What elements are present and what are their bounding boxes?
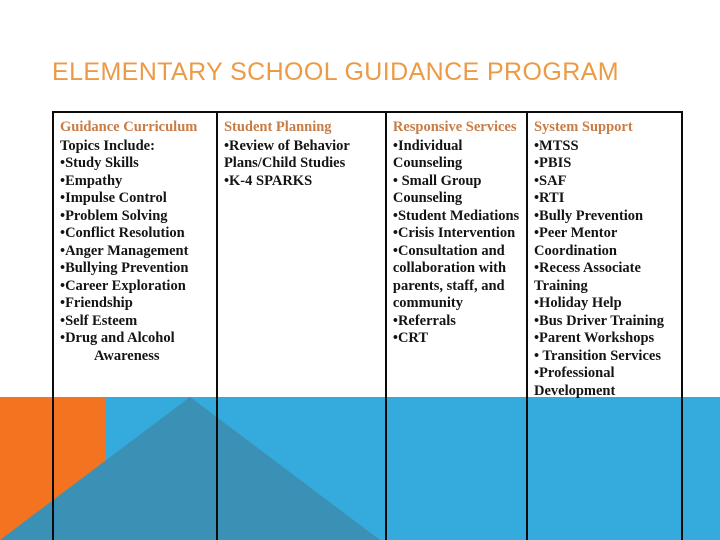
responsive-services-list	[393, 138, 520, 348]
list-item: •MTSS	[533, 137, 579, 154]
list-item: •Crisis Intervention	[392, 225, 516, 241]
column-header-student-planning: Student Planning	[223, 119, 332, 135]
list-item: •RTI	[533, 190, 565, 206]
column-header-guidance-curriculum: Guidance Curriculum	[60, 119, 198, 135]
topics-include-label: Topics Include:	[60, 137, 155, 154]
table-column-responsive-services	[387, 113, 528, 540]
list-item: •K-4 SPARKS	[223, 172, 313, 189]
list-item: •Career Exploration	[60, 277, 186, 294]
list-item: •Student Mediations	[392, 207, 520, 224]
list-item: •Recess Associate Training	[533, 260, 645, 294]
list-item: •Problem Solving	[60, 207, 168, 224]
drug-alcohol-awareness-continuation: Awareness	[94, 347, 160, 364]
list-item: •Professional Development	[533, 365, 619, 399]
list-item: •Drug and Alcohol	[60, 330, 175, 346]
list-item: •Parent Workshops	[533, 330, 655, 346]
column-header-system-support: System Support	[533, 119, 633, 135]
list-item: •Conflict Resolution	[60, 225, 185, 241]
list-item: •CRT	[392, 330, 429, 346]
list-item: •Self Esteem	[60, 312, 138, 329]
table-column-system-support	[528, 113, 681, 540]
list-item: •Holiday Help	[533, 295, 622, 311]
system-support-list	[534, 138, 675, 401]
list-item: • Transition Services	[533, 347, 661, 364]
table-column-student-planning	[218, 113, 387, 540]
list-item: •Impulse Control	[60, 190, 167, 206]
list-item: •Referrals	[392, 312, 456, 329]
guidance-program-table	[52, 111, 683, 540]
table-column-guidance-curriculum	[54, 113, 218, 540]
list-item: •Friendship	[60, 295, 133, 311]
list-item: •PBIS	[533, 155, 572, 171]
page-title: ELEMENTARY SCHOOL GUIDANCE PROGRAM	[52, 57, 619, 86]
list-item: •Review of Behavior Plans/Child Studies	[223, 137, 354, 171]
list-item: •Bully Prevention	[533, 207, 644, 224]
list-item: •Anger Management	[60, 242, 189, 259]
list-item: •Consultation and collaboration with parents, staff, and community	[392, 242, 510, 311]
list-item: •Bullying Prevention	[60, 260, 189, 276]
list-item: •Bus Driver Training	[533, 312, 664, 329]
list-item: • Small Group Counseling	[392, 172, 486, 206]
list-item: •Individual Counseling	[392, 137, 467, 171]
column-header-responsive-services: Responsive Services	[392, 119, 517, 135]
list-item: •Peer Mentor Coordination	[533, 225, 621, 259]
student-planning-list	[224, 138, 379, 191]
list-item: •SAF	[533, 172, 567, 189]
list-item: •Study Skills	[60, 155, 139, 171]
guidance-curriculum-list	[60, 155, 210, 348]
list-item: •Empathy	[60, 172, 123, 189]
